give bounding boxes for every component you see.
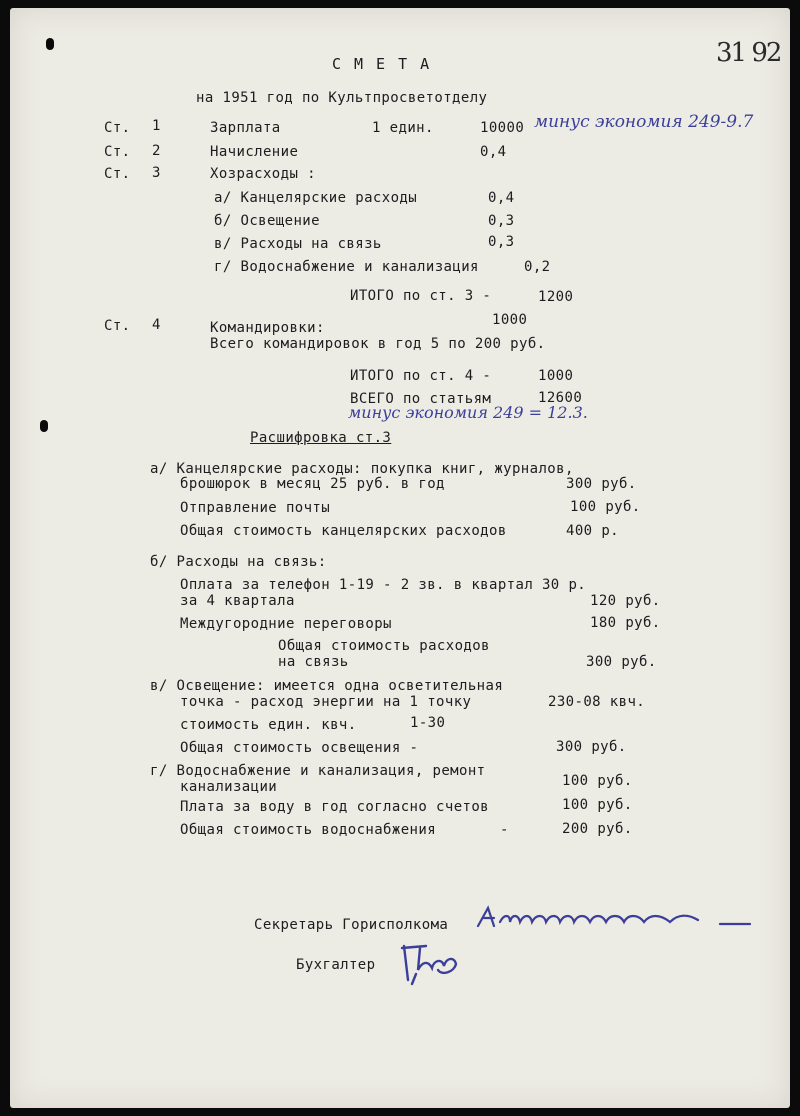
breakdown-a-line3-value: 100 руб. [570,499,641,515]
article-4-amount: 1000 [492,312,528,328]
article-3-num: 3 [152,165,161,181]
breakdown-a-line3: Отправление почты [180,500,331,516]
breakdown-b-line5: Общая стоимость расходов [278,638,490,654]
household-item-b: б/ Освещение [214,213,320,229]
breakdown-a-line1: а/ Канцелярские расходы: покупка книг, журналов, [150,461,574,477]
secretary-label: Секретарь Горисполкома [254,917,449,933]
household-item-b-value: 0,3 [488,213,515,229]
article-2-amount: 0,4 [480,144,507,160]
household-item-v: в/ Расходы на связь [214,236,382,252]
breakdown-v-line3: стоимость един. квч. [180,717,357,733]
household-item-a-value: 0,4 [488,190,515,206]
total-st3-label: ИТОГО по ст. 3 - [350,288,492,304]
breakdown-v-line4-value: 300 руб. [556,739,627,755]
breakdown-b-line3: за 4 квартала [180,593,295,609]
grand-total-value: 12600 [538,390,583,406]
corner-page-number: 31 92 [716,38,781,68]
breakdown-a-line2-value: 300 руб. [566,476,637,492]
accountant-label: Бухгалтер [296,957,376,973]
accountant-signature [398,940,468,990]
article-1-unit: 1 един. [372,120,434,136]
total-st3-value: 1200 [538,289,574,305]
breakdown-b-line4: Междугородние переговоры [180,616,392,632]
breakdown-b-line2: Оплата за телефон 1-19 - 2 зв. в квартал 30 р. [180,577,587,593]
total-st4-label: ИТОГО по ст. 4 - [350,368,492,384]
grand-total-label: ВСЕГО по статьям [350,391,492,407]
breakdown-title: Расшифровка ст.3 [250,430,392,446]
binder-hole-top [46,38,54,50]
total-st4-value: 1000 [538,368,574,384]
breakdown-g-line3: Плата за воду в год согласно счетов [180,799,490,815]
secretary-signature [474,900,754,940]
breakdown-g-line2-value: 100 руб. [562,773,633,789]
article-1-name: Зарплата [210,120,281,136]
breakdown-v-line2: точка - расход энергии на 1 точку [180,694,472,710]
grand-total-handwritten-note: минус экономия 249 = 12.3. [348,403,588,422]
breakdown-b-line6-value: 300 руб. [586,654,657,670]
article-4-no: Ст. [104,318,131,334]
breakdown-a-line4: Общая стоимость канцелярских расходов [180,523,507,539]
breakdown-a-line4-value: 400 р. [566,523,619,539]
breakdown-b-line6: на связь [278,654,349,670]
article-2-name: Начисление [210,144,299,160]
article-1-handwritten-note: минус экономия 249-9.7 [534,112,754,132]
article-2-num: 2 [152,143,161,159]
article-2-no: Ст. [104,144,131,160]
breakdown-b-line4-value: 180 руб. [590,615,661,631]
article-1-amount: 10000 [480,120,525,136]
article-4-name: Командировки: [210,320,325,336]
breakdown-g-line4: Общая стоимость водоснабжения [180,822,437,838]
breakdown-v-line4: Общая стоимость освещения - [180,740,419,756]
article-1-num: 1 [152,118,161,134]
article-3-no: Ст. [104,166,131,182]
page-title: СМЕТА [332,55,443,73]
breakdown-g-line1: г/ Водоснабжение и канализация, ремонт [150,763,486,779]
article-4-detail: Всего командировок в год 5 по 200 руб. [210,336,546,352]
household-item-g: г/ Водоснабжение и канализация [214,259,479,275]
breakdown-b-line3-value: 120 руб. [590,593,661,609]
breakdown-a-line2: брошюрок в месяц 25 руб. в год [180,476,445,492]
binder-hole-bottom [40,420,48,432]
article-1-no: Ст. [104,120,131,136]
breakdown-v-line2-value: 230-08 квч. [548,694,646,710]
household-item-g-value: 0,2 [524,259,551,275]
household-item-a: а/ Канцелярские расходы [214,190,418,206]
breakdown-g-line4-value: 200 руб. [562,821,633,837]
household-item-v-value: 0,3 [488,234,515,250]
breakdown-g-line4-dash: - [500,822,509,838]
article-3-name: Хозрасходы : [210,166,316,182]
breakdown-g-line2: канализации [180,779,278,795]
page-subtitle: на 1951 год по Культпросветотделу [196,90,488,106]
breakdown-v-line3-value: 1-30 [410,715,446,731]
breakdown-b-line1: б/ Расходы на связь: [150,554,327,570]
article-4-num: 4 [152,317,161,333]
breakdown-g-line3-value: 100 руб. [562,797,633,813]
breakdown-v-line1: в/ Освещение: имеется одна осветительная [150,678,504,694]
